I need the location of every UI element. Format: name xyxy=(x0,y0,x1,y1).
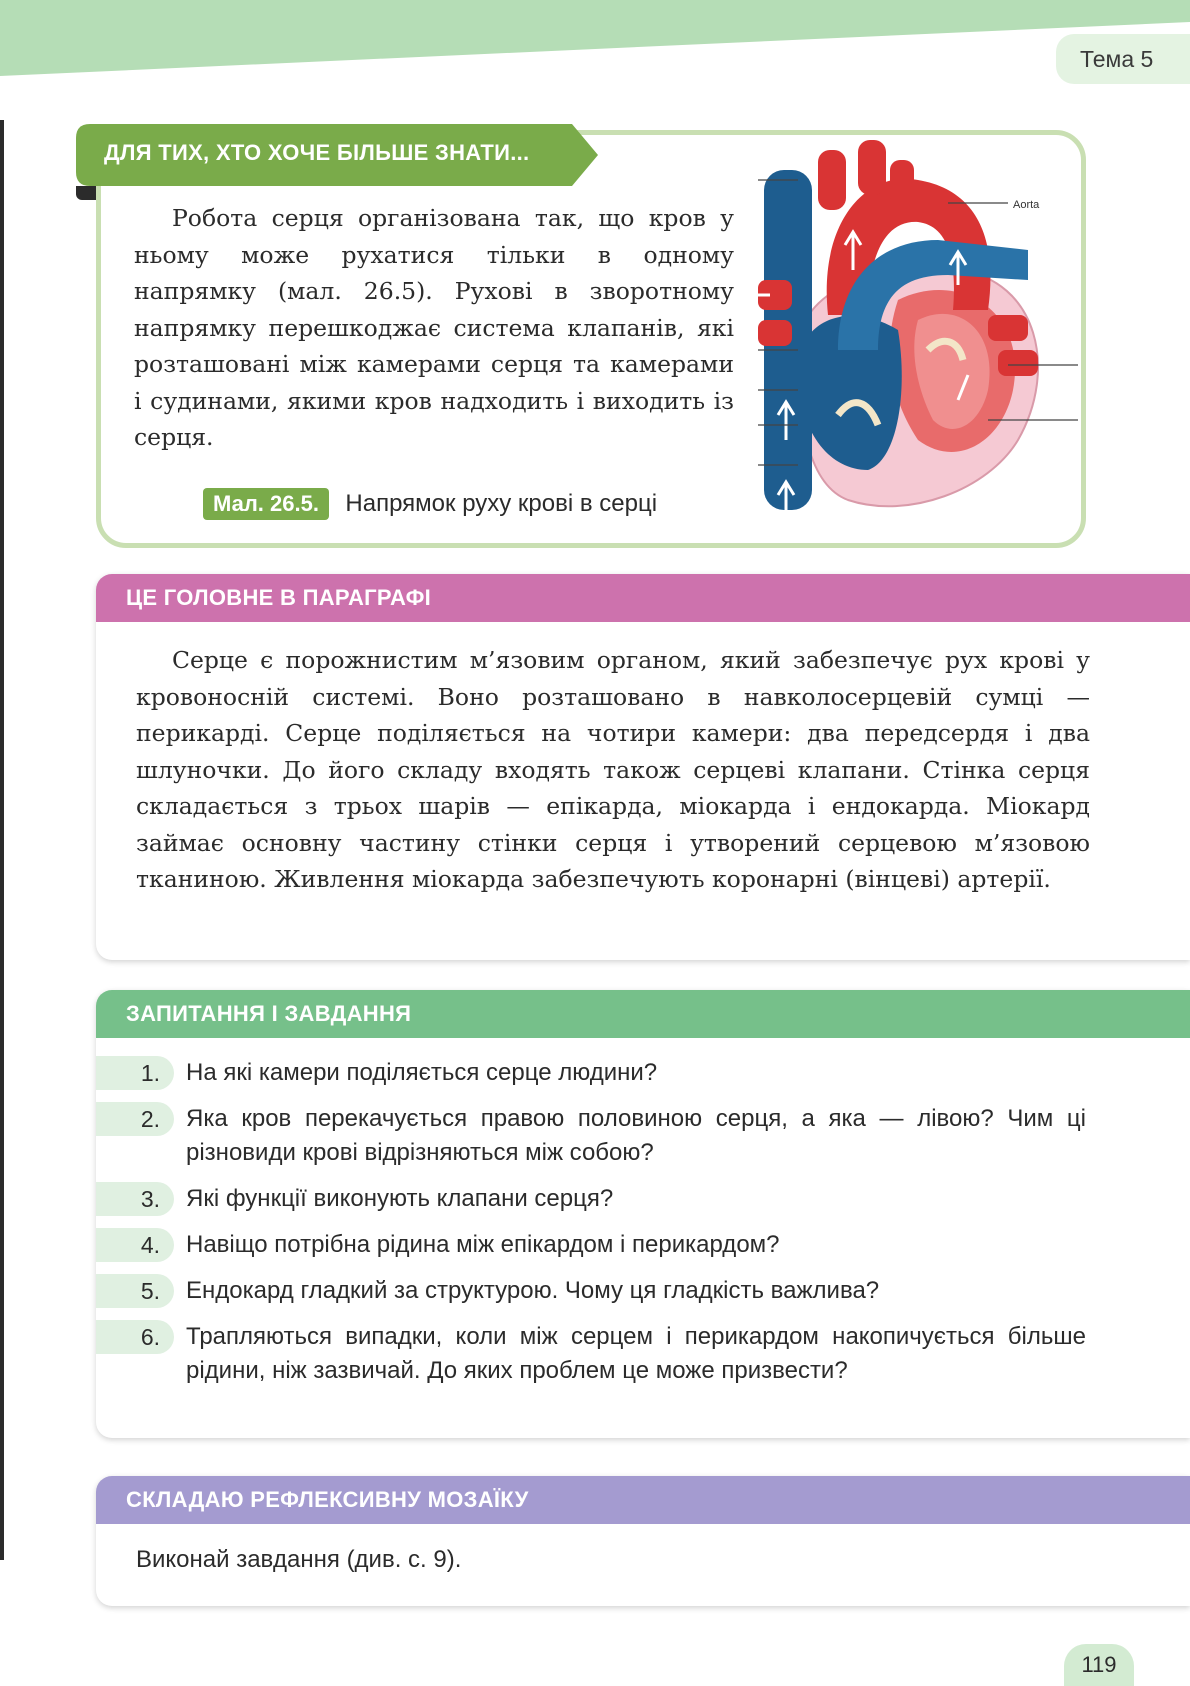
banner-fold xyxy=(76,186,96,200)
main-points-text xyxy=(136,642,1090,898)
questions-box xyxy=(96,990,1190,1438)
reflection-text: Виконай завдання (див. с. 9). xyxy=(136,1546,462,1573)
question-number: 3. xyxy=(96,1182,174,1216)
question-number: 5. xyxy=(96,1274,174,1308)
figure-label: Мал. 26.5. xyxy=(203,488,329,520)
question-item xyxy=(96,1320,1190,1388)
left-margin-rule xyxy=(0,120,4,1560)
aorta-label: Aorta xyxy=(1013,199,1040,211)
questions-title: ЗАПИТАННЯ І ЗАВДАННЯ xyxy=(96,990,1190,1038)
question-item xyxy=(96,1274,1190,1308)
question-number: 4. xyxy=(96,1228,174,1262)
main-points-paragraph: Серце є порожнистим м’язовим органом, який забезпечує рух крові у кровоносній системі. Воно розташовано в навколосерцевій сумці — перикарді. Серце поділяється на чотири камери: два передсердя і два шлуночки. До його складу входять також серцеві клапани. Стінка серця складається з трьох шарів — епікарда, міокарда і ендокарда. Міокард займає основну частину стінки серця і утворений серцевою м’язовою тканиною. Живлення міокарда забезпечують коронарні (вінцеві) артерії. xyxy=(136,646,1090,893)
question-text: Ендокард гладкий за структурою. Чому ця гладкість важлива? xyxy=(186,1277,880,1304)
more-info-title: ДЛЯ ТИХ, ХТО ХОЧЕ БІЛЬШЕ ЗНАТИ... xyxy=(104,140,530,165)
question-number: 6. xyxy=(96,1320,174,1354)
question-number: 1. xyxy=(96,1056,174,1090)
questions-list xyxy=(96,1056,1190,1400)
topic-tab: Тема 5 xyxy=(1056,34,1190,84)
question-text: Навіщо потрібна рідина між епікардом і перикардом? xyxy=(186,1231,780,1258)
question-item xyxy=(96,1228,1190,1262)
question-item xyxy=(96,1182,1190,1216)
question-number: 2. xyxy=(96,1102,174,1136)
main-points-box xyxy=(96,574,1190,960)
main-points-title: ЦЕ ГОЛОВНЕ В ПАРАГРАФІ xyxy=(96,574,1190,622)
question-item xyxy=(96,1102,1190,1170)
question-text: Які функції виконують клапани серця? xyxy=(186,1185,614,1212)
heart-diagram xyxy=(758,140,1078,535)
question-text: Трапляються випадки, коли між серцем і перикардом накопичується більше рідини, ніж зазвичай. До яких проблем це може призвести? xyxy=(186,1323,1086,1384)
question-item xyxy=(96,1056,1190,1090)
figure-caption xyxy=(203,488,657,524)
page-number: 119 xyxy=(1064,1644,1134,1686)
more-info-paragraph: Робота серця організована так, що кров у ньому може рухатися тільки в одному напрямку (мал. 26.5). Рухові в зворотному напрямку перешкоджає система клапанів, які розташовані між камерами серця та камерами і судинами, якими кров надходить і виходить із серця. xyxy=(134,204,734,451)
more-info-text xyxy=(134,200,734,456)
question-text: На які камери поділяється серце людини? xyxy=(186,1059,658,1086)
reflection-title: СКЛАДАЮ РЕФЛЕКСИВНУ МОЗАЇКУ xyxy=(96,1476,1190,1524)
figure-caption-text: Напрямок руху крові в серці xyxy=(345,490,658,517)
top-green-band xyxy=(0,0,1190,80)
question-text: Яка кров перекачується правою половиною серця, а яка — лівою? Чим ці різновиди крові відрізняються між собою? xyxy=(186,1105,1086,1166)
reflection-box xyxy=(96,1476,1190,1606)
